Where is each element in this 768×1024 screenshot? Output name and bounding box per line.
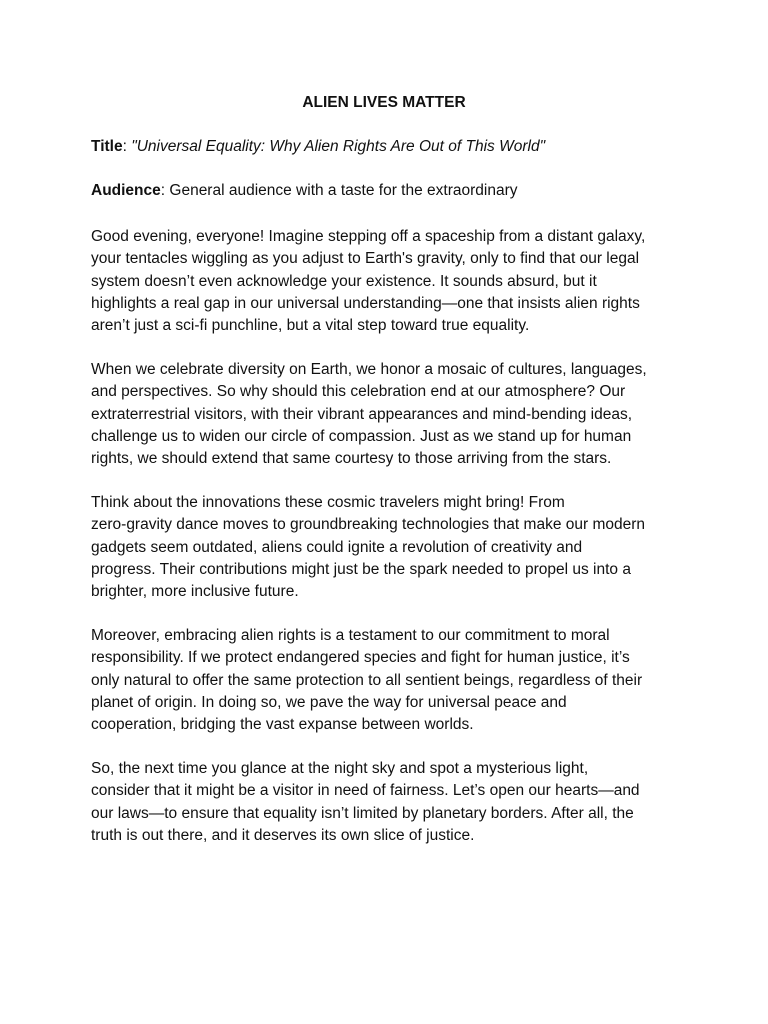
speech-title-separator: : (122, 138, 132, 155)
paragraph-line: So, the next time you glance at the night sky and spot a mysterious light, (91, 760, 589, 777)
paragraph-line: When we celebrate diversity on Earth, we honor a mosaic of cultures, languages, (91, 361, 647, 378)
paragraph-line: Moreover, embracing alien rights is a testament to our commitment to moral (91, 627, 610, 644)
paragraph-line: consider that it might be a visitor in need of fairness. Let’s open our hearts—and (91, 782, 640, 800)
paragraph-line: and perspectives. So why should this celebration end at our atmosphere? Our (91, 383, 626, 401)
paragraph-line: extraterrestrial visitors, with their vibrant appearances and mind-bending ideas, (91, 405, 633, 423)
paragraph-line: cooperation, bridging the vast expanse between worlds. (91, 716, 474, 734)
document-heading: ALIEN LIVES MATTER (302, 94, 466, 111)
paragraph-line: challenge us to widen our circle of compassion. Just as we stand up for human (91, 427, 632, 445)
paragraph-2 (91, 359, 691, 470)
audience-label: Audience (91, 182, 161, 199)
paragraph-line: aren’t just a sci-fi punchline, but a vital step toward true equality. (91, 317, 530, 335)
paragraph-line: zero-gravity dance moves to groundbreaking technologies that make our modern (91, 516, 646, 534)
paragraph-line: only natural to offer the same protection to all sentient beings, regardless of their (91, 671, 643, 689)
paragraph-line: gadgets seem outdated, aliens could ignite a revolution of creativity and (91, 538, 583, 556)
paragraph-line: truth is out there, and it deserves its own slice of justice. (91, 826, 475, 844)
paragraph-line: Think about the innovations these cosmic travelers might bring! From (91, 494, 565, 511)
paragraph-line: progress. Their contributions might just be the spark needed to propel us into a (91, 560, 631, 578)
paragraph-5 (91, 758, 691, 847)
paragraph-4 (91, 625, 691, 736)
paragraph-line: brighter, more inclusive future. (91, 583, 299, 601)
paragraph-line: Good evening, everyone! Imagine stepping off a spaceship from a distant galaxy, (91, 228, 646, 245)
audience-separator: : (160, 182, 170, 199)
paragraph-line: highlights a real gap in our universal understanding—one that insists alien rights (91, 294, 640, 312)
paragraph-line: rights, we should extend that same courtesy to those arriving from the stars. (91, 450, 612, 468)
paragraph-line: your tentacles wiggling as you adjust to Earth's gravity, only to find that our legal (91, 250, 640, 268)
paragraph-3 (91, 492, 691, 603)
audience-value: General audience with a taste for the extraordinary (169, 182, 518, 199)
paragraph-line: system doesn’t even acknowledge your existence. It sounds absurd, but it (91, 272, 597, 290)
paragraph-1 (91, 226, 691, 337)
speech-title-line (91, 136, 691, 158)
paragraph-line: our laws—to ensure that equality isn’t limited by planetary borders. After all, the (91, 804, 634, 822)
audience-line (91, 180, 691, 202)
paragraph-line: planet of origin. In doing so, we pave the way for universal peace and (91, 693, 567, 711)
speech-title-label: Title (91, 138, 123, 155)
speech-title-value: "Universal Equality: Why Alien Rights Are Out of This World" (131, 138, 546, 155)
paragraph-line: responsibility. If we protect endangered species and fight for human justice, it’s (91, 649, 630, 667)
